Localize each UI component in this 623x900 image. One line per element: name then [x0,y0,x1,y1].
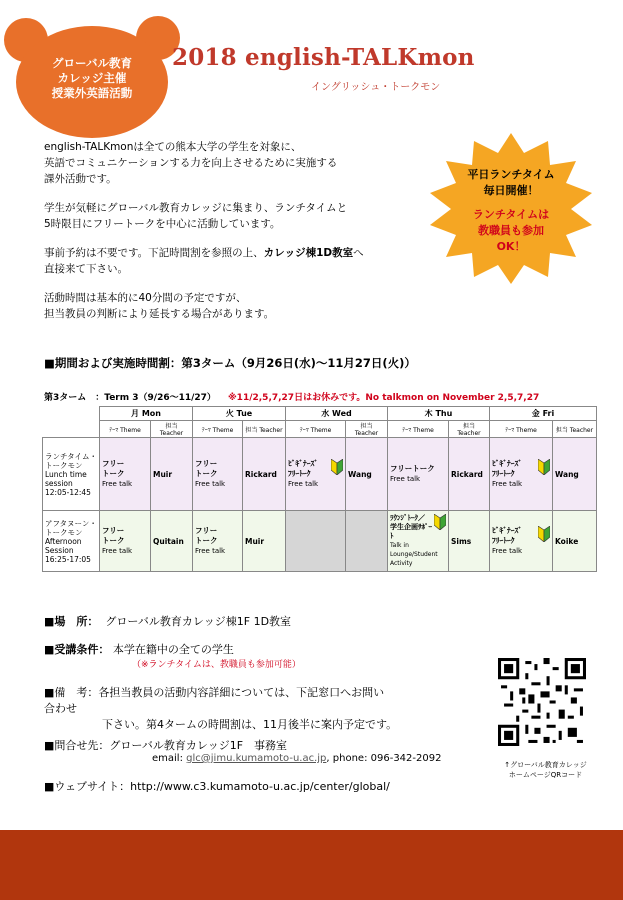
info-conditions-note: （※ランチタイムは、教職員も参加可能） [132,660,301,670]
qr-caption: ↑グローバル教育カレッジ ホームページQRコード [504,761,587,779]
day-wed: 水 Wed [286,407,388,421]
day-fri: 金 Fri [490,407,597,421]
cell-empty [346,511,388,572]
cell-theme: フリー トーク Free talk [193,511,243,572]
cell-theme: フリー トーク Free talk [100,511,151,572]
cell-teacher: Quitain [151,511,193,572]
day-tue: 火 Tue [193,407,286,421]
cell-theme: ﾋﾞｷﾞﾅｰｽﾞ ﾌﾘｰﾄｰｸ Free talk [490,511,553,572]
cell-teacher: Muir [243,511,286,572]
starburst-text: 平日ランチタイム 毎日開催！ ランチタイムは 教職員も参加 OK！ [467,168,555,253]
cell-theme: フリー トーク Free talk [100,438,151,511]
cell-teacher: Muir [151,438,193,511]
day-thu: 木 Thu [388,407,490,421]
cell-teacher: Koike [553,511,597,572]
info-contact: ■問合せ先：グローバル教育カレッジ1F 事務室 email: glc@jimu.kumamoto-u.ac.jp, phone: 096-342-2092 [44,739,442,764]
schedule-heading: ■期間および実施時間割：第3ターム（9月26日(水)～11月27日(火)） [44,356,416,370]
cell-teacher: Sims [449,511,490,572]
holiday-note: ※11/2,5,7,27日はお休みです。No talkmon on November 2,5,7,27 [227,393,540,403]
beginner-mark-icon [331,459,343,475]
cell-theme: ﾋﾞｷﾞﾅｰｽﾞ ﾌﾘｰﾄｰｸ Free talk [286,438,346,511]
cell-teacher: Wang [553,438,597,511]
beginner-mark-icon [434,514,446,530]
schedule-table: 月 Mon 火 Tue 水 Wed 木 Thu 金 Fri ﾃｰﾏ Theme 担当 Teacher ﾃｰﾏ Theme 担当 Teacher ﾃｰﾏ Theme 担当 Teacher ﾃｰﾏ Theme 担当 Teacher ﾃｰﾏ Theme 担当 Teacher ランチタイム・ トークモン Lunch time session 12:05-12:45 フリー トーク Free talk Muir フリー トーク Free talk Rickard ﾋﾞｷﾞﾅｰｽﾞ ﾌﾘｰﾄｰｸ Free talk Wang フリートーク Free talk Rickard ﾋﾞｷﾞﾅｰｽﾞ ﾌﾘｰﾄｰｸ Free talk Wang アフタヌーン・ トークモン Afternoon Session 16:25-17:05 フリー トーク Free talk Quitain フリー トーク Free talk Muir ﾗｳﾝｼﾞﾄｰｸ／ 学生企画ｻﾎﾟｰﾄ Talk in Lounge/Student Activity Sims ﾋﾞｷﾞﾅｰｽﾞ ﾌﾘｰﾄｰｸ Free talk Koike [42,406,597,572]
beginner-mark-icon [538,526,550,542]
beginner-mark-icon [538,459,550,475]
term-row: 第3ターム ：Term 3（9/26～11/27） ※11/2,5,7,27日はお休みです。No talkmon on November 2,5,7,27 [44,393,540,403]
table-row-afternoon [43,511,597,572]
cell-theme: ﾗｳﾝｼﾞﾄｰｸ／ 学生企画ｻﾎﾟｰﾄ Talk in Lounge/Student Activity [388,511,449,572]
cell-teacher: Wang [346,438,388,511]
page-title: 2018 english-TALKmon [172,44,475,71]
session-lunch: ランチタイム・ トークモン Lunch time session 12:05-12:45 [43,438,100,511]
info-website[interactable]: ■ウェブサイト：http://www.c3.kumamoto-u.ac.jp/center/global/ [44,780,390,793]
intro-text: english-TALKmonは全ての熊本大学の学生を対象に、 英語でコミュニケーションする力を向上させるために実施する 課外活動です。 学生が気軽にグローバル教育カレッジに集まり、ランチタイムと 5時限目にフリートークを中心に活動しています。 事前予約は不要です。下記時間割を参照の上、カレッジ棟1D教室へ 直接来て下さい。 活動時間は基本的に40分間の予定ですが、 担当教員の判断により延長する場合があります。 [44,141,364,320]
qr-code-icon [498,658,586,746]
badge-text: グローバル教育 カレッジ主催 授業外英語活動 [51,56,133,100]
cell-teacher: Rickard [449,438,490,511]
info-conditions: ■受講条件： 本学在籍中の全ての学生 [44,643,234,656]
info-remarks: ■備 考：各担当教員の活動内容詳細については、下記窓口へお問い 合わせ 下さい。第4タームの時間割は、11月後半に案内予定です。 [44,686,398,731]
info-place: ■場 所： グローバル教育カレッジ棟1F 1D教室 [44,615,292,628]
table-row-lunch [43,438,597,511]
page-subtitle: イングリッシュ・トークモン [311,82,441,93]
day-mon: 月 Mon [100,407,193,421]
cell-teacher: Rickard [243,438,286,511]
cell-empty [286,511,346,572]
cell-theme: ﾋﾞｷﾞﾅｰｽﾞ ﾌﾘｰﾄｰｸ Free talk [490,438,553,511]
cell-theme: フリートーク Free talk [388,438,449,511]
contact-email-link[interactable]: glc@jimu.kumamoto-u.ac.jp [186,753,327,764]
cell-theme: フリー トーク Free talk [193,438,243,511]
session-afternoon: アフタヌーン・ トークモン Afternoon Session 16:25-17:05 [43,511,100,572]
footer-bar [0,830,623,900]
